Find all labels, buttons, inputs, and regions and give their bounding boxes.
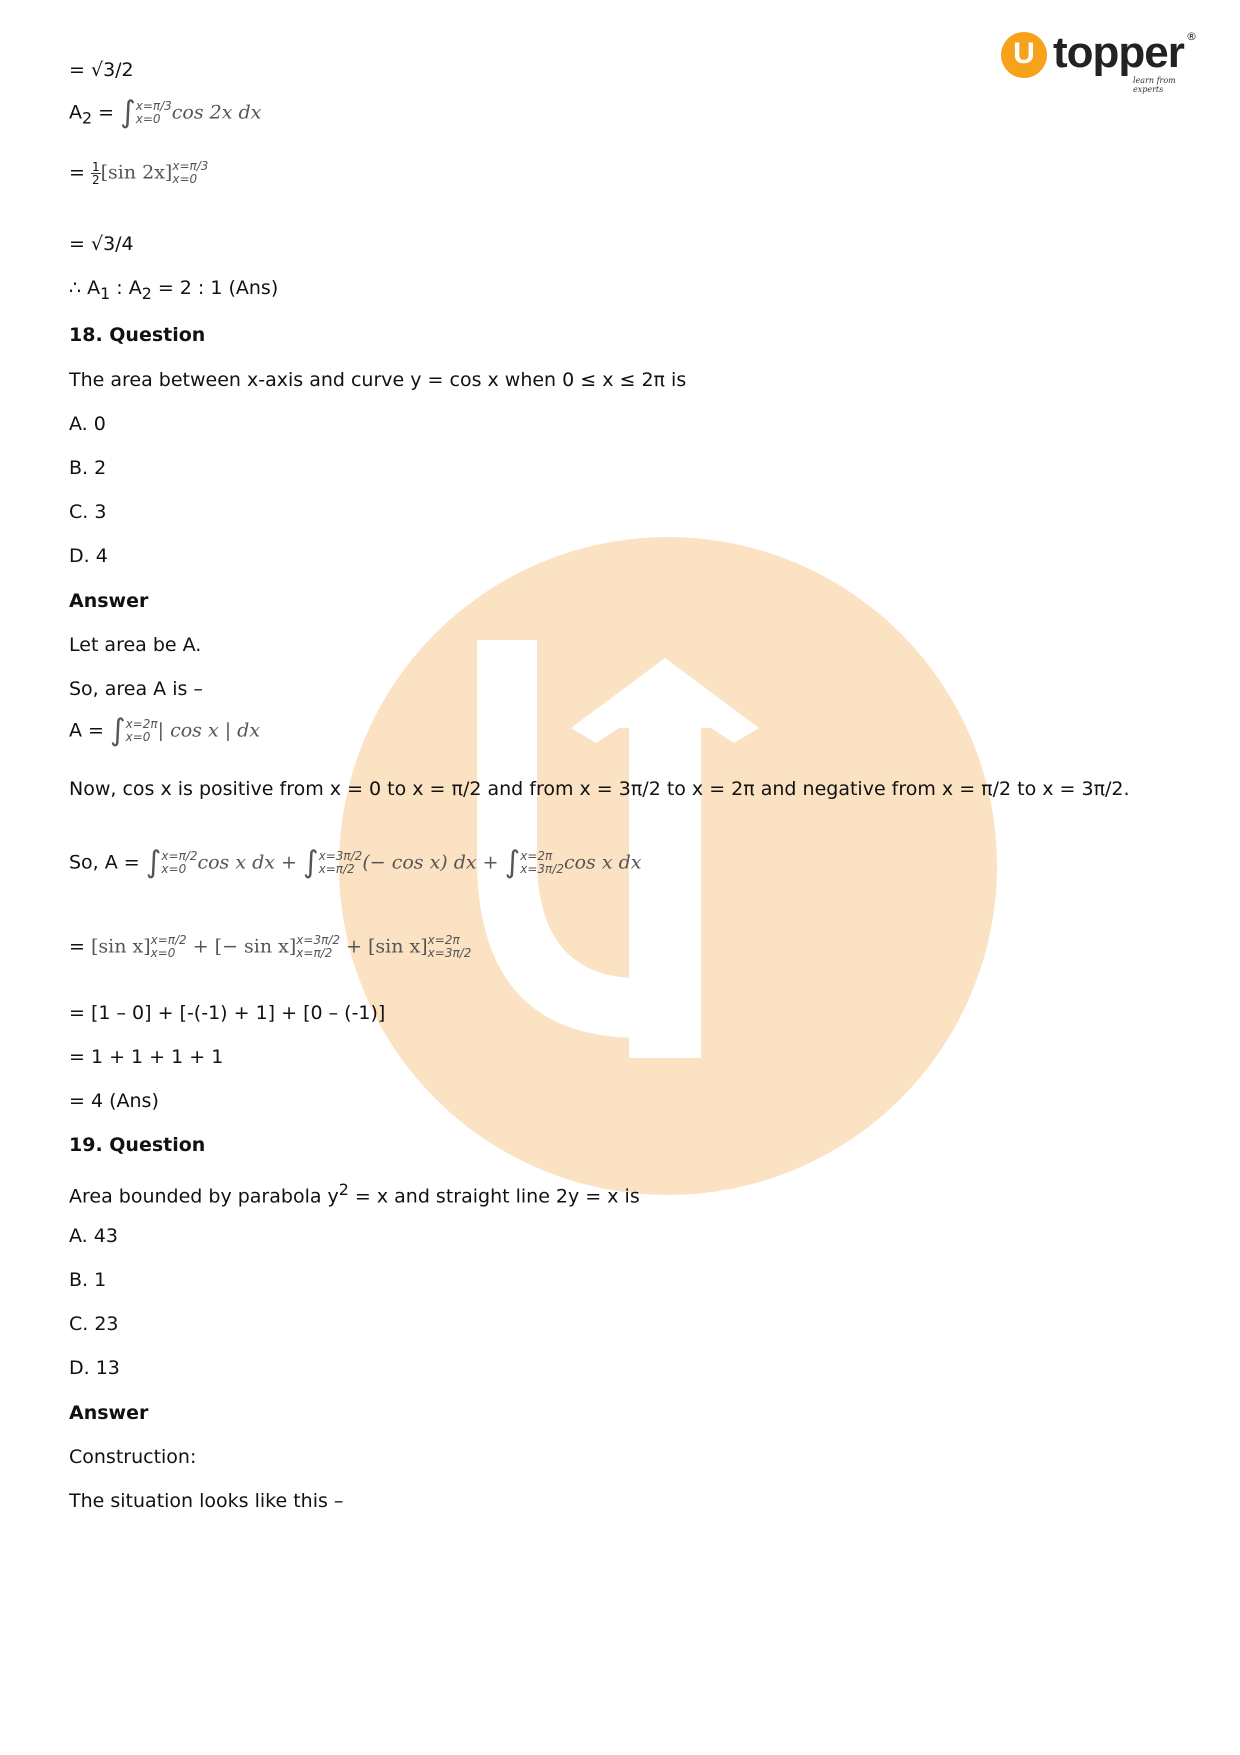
text-line: = √3/2 xyxy=(69,59,134,81)
equation-line: So, A = ∫ x=π/2 x=0 cos x dx + ∫ x=3π/2 x=π/2 (− cos x) dx + ∫ x=2π x=3π/2 cos x dx xyxy=(69,845,642,880)
answer-heading: Answer xyxy=(69,590,149,612)
text-line: = [1 – 0] + [-(-1) + 1] + [0 – (-1)] xyxy=(69,1002,386,1024)
integral-sign-icon: ∫ xyxy=(145,845,162,880)
equation-line: = [sin x] x=π/2 x=0 + [− sin x] x=3π/2 x=π/2 + [sin x] x=2π x=3π/2 xyxy=(69,933,472,960)
equation-line: A = ∫ x=2π x=0 | cos x | dx xyxy=(69,713,261,748)
option-d: D. 4 xyxy=(69,545,108,567)
integral-sign-icon: ∫ xyxy=(302,845,319,880)
option-a: A. 0 xyxy=(69,413,106,435)
option-d: D. 13 xyxy=(69,1357,120,1379)
option-b: B. 1 xyxy=(69,1269,107,1291)
text-line: So, area A is – xyxy=(69,678,203,700)
logo-badge-icon: U xyxy=(1001,32,1047,78)
question-heading: 19. Question xyxy=(69,1134,206,1156)
option-b: B. 2 xyxy=(69,457,107,479)
question-heading: 18. Question xyxy=(69,324,206,346)
integral-sign-icon: ∫ xyxy=(120,95,136,130)
question-text: Area bounded by parabola $y^2 = x$ and straight line 2y = x is xyxy=(69,1180,640,1208)
text-line: Let area be A. xyxy=(69,634,202,656)
integral-sign-icon: ∫ xyxy=(504,845,521,880)
logo-wordmark: topper xyxy=(1053,28,1184,77)
text-line: = √3/4 xyxy=(69,233,134,255)
equation-line: = $\frac{1}{2}$ [sin 2x] x=π/3 x=0 xyxy=(69,159,209,187)
text-line: The situation looks like this – xyxy=(69,1490,344,1512)
text-line: Construction: xyxy=(69,1446,197,1468)
ratio-line: ∴ $A_1$ : $A_2 = 2$ : 1 (Ans) xyxy=(69,277,279,303)
logo-tagline: learn from experts xyxy=(1133,76,1176,94)
integral-sign-icon: ∫ xyxy=(110,713,126,748)
text-line: = 4 (Ans) xyxy=(69,1090,159,1112)
text-line: = 1 + 1 + 1 + 1 xyxy=(69,1046,224,1068)
topper-logo xyxy=(1001,28,1201,94)
equation-a2: $A_2$ = ∫ x=π/3 x=0 cos 2x dx xyxy=(69,95,262,130)
option-a: A. 43 xyxy=(69,1225,118,1247)
option-c: C. 3 xyxy=(69,501,107,523)
registered-mark: ® xyxy=(1186,30,1197,43)
answer-heading: Answer xyxy=(69,1402,149,1424)
paragraph: Now, cos x is positive from x = 0 to x = π/2 and from x = 3π/2 to x = 2π and negative from x = π/2 to x = 3π/2. xyxy=(69,778,1130,800)
question-text: The area between x-axis and curve y = cos x when 0 ≤ x ≤ 2π is xyxy=(69,369,687,391)
option-c: C. 23 xyxy=(69,1313,119,1335)
